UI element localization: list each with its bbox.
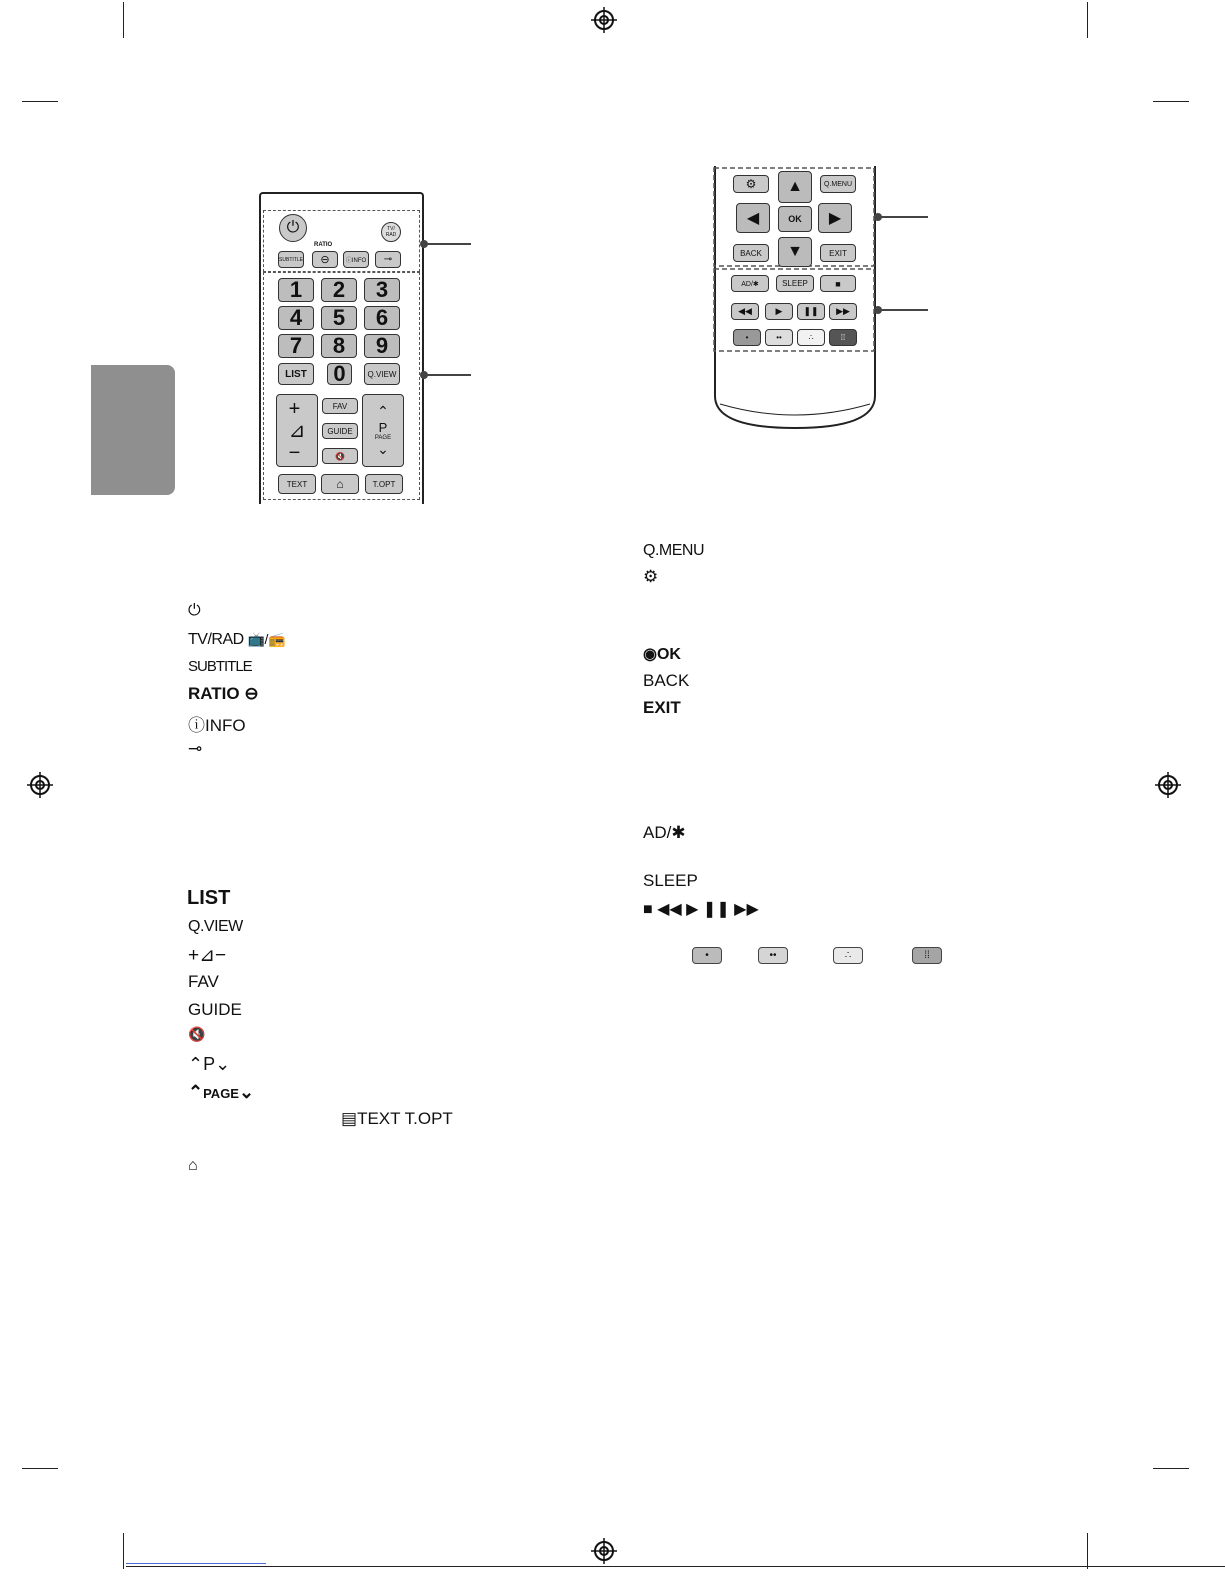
qview-key: Q.VIEW [364, 363, 400, 385]
qview-label: Q.VIEW [188, 918, 243, 935]
number-key: 8 [321, 334, 357, 358]
ok-icon: ◉ [643, 646, 657, 663]
ok-label [643, 644, 681, 664]
number-key: 0 [327, 363, 352, 385]
footer-link-underline [126, 1563, 266, 1564]
text-key: TEXT [278, 474, 316, 494]
program-label [188, 1054, 230, 1075]
play-key: ▶ [765, 303, 793, 320]
power-key: ⏻ [279, 214, 307, 242]
ratio-label-text: RATIO [188, 684, 240, 703]
rewind-key: ◀◀ [731, 303, 759, 320]
subtitle-label: SUBTITLE [188, 658, 252, 675]
input-key: ⊸ [375, 251, 401, 268]
registration-mark-icon [1155, 772, 1181, 798]
topt-key: T.OPT [365, 474, 403, 494]
crop-mark [1087, 1533, 1088, 1569]
blue-key: ⁞⁞ [829, 329, 857, 346]
registration-mark-icon [27, 772, 53, 798]
ratio-top-label: RATIO [314, 242, 333, 248]
number-key: 7 [278, 334, 314, 358]
number-key: 3 [364, 278, 400, 302]
ad-label: AD/✱ [643, 823, 686, 842]
chevron-up-icon: ⌃ [188, 1054, 204, 1074]
crop-mark [1087, 2, 1088, 38]
sleep-key: SLEEP [776, 275, 814, 292]
program-key-label: P [378, 420, 388, 435]
number-key: 2 [321, 278, 357, 302]
green-button-icon: •• [758, 947, 788, 964]
settings-label-icon: ⚙ [643, 567, 659, 586]
ratio-icon: ⊖ [244, 684, 259, 703]
subtitle-key: SUBTITLE [278, 251, 304, 268]
info-label: ⓘINFO [188, 716, 246, 735]
crop-mark [22, 101, 58, 102]
power-label-icon: ⏻ [188, 602, 201, 619]
fastforward-key: ▶▶ [829, 303, 857, 320]
left-key: ◀ [736, 203, 770, 233]
crop-mark [1153, 101, 1189, 102]
down-key: ▼ [778, 237, 812, 267]
page-label-text: PAGE [203, 1086, 239, 1101]
program-label-text: P [203, 1054, 216, 1074]
text-topt-label [341, 1109, 453, 1129]
settings-key: ⚙ [733, 175, 769, 193]
ratio-label [188, 684, 259, 704]
crop-mark [123, 2, 124, 38]
ad-key: AD/✱ [731, 275, 769, 292]
blue-button-icon: ⁞⁞ [912, 947, 942, 964]
input-label-icon: ⊸ [188, 739, 203, 758]
red-button-icon: • [692, 947, 722, 964]
crop-mark [123, 1533, 124, 1569]
callout-line [878, 309, 928, 311]
text-icon: ▤ [341, 1109, 358, 1128]
tvrad-label [188, 631, 285, 649]
mute-label-icon: 🔇 [188, 1026, 206, 1042]
back-key: BACK [733, 244, 769, 262]
list-key: LIST [278, 363, 314, 385]
registration-mark-icon [591, 7, 617, 33]
right-key: ▶ [818, 203, 852, 233]
number-key: 6 [364, 306, 400, 330]
volume-label-icon: +⊿− [188, 945, 227, 966]
page-label [188, 1082, 254, 1103]
ok-label-text: OK [656, 646, 681, 663]
crop-mark [22, 1468, 58, 1469]
sleep-label: SLEEP [643, 871, 698, 890]
chevron-down-icon: ⌄ [215, 1054, 231, 1074]
page-key-label: PAGE [374, 435, 392, 441]
bottom-rule [126, 1566, 1225, 1567]
yellow-button-icon: ∴ [833, 947, 863, 964]
callout-line [878, 216, 928, 218]
guide-key: GUIDE [322, 423, 358, 439]
home-label-icon: ⌂ [188, 1157, 198, 1174]
pause-key: ❚❚ [797, 303, 825, 320]
registration-mark-icon [591, 1538, 617, 1564]
tv-radio-icon: 📺/📻 [247, 631, 285, 647]
exit-label: EXIT [643, 698, 681, 717]
ratio-key: ⊖ [312, 251, 338, 268]
remote-upper-illustration [259, 192, 424, 504]
crop-mark [1153, 1468, 1189, 1469]
number-key: 5 [321, 306, 357, 330]
playback-label-icon: ■ ◀◀ ▶ ❚❚ ▶▶ [643, 901, 759, 918]
section-tab [91, 365, 175, 495]
chevron-up-icon: ⌃ [188, 1082, 204, 1102]
up-key: ▲ [778, 171, 812, 203]
red-key: • [733, 329, 761, 346]
mute-key: 🔇 [322, 448, 358, 464]
info-key: ⓘINFO [343, 251, 369, 268]
chevron-down-icon: ⌄ [238, 1082, 255, 1102]
exit-key: EXIT [820, 244, 856, 262]
stop-key: ■ [820, 275, 856, 292]
number-key: 1 [278, 278, 314, 302]
green-key: •• [765, 329, 793, 346]
yellow-key: ∴ [797, 329, 825, 346]
number-key: 4 [278, 306, 314, 330]
ok-key: OK [778, 206, 812, 232]
back-label: BACK [643, 671, 690, 690]
callout-line [424, 243, 471, 245]
list-label: LIST [187, 887, 231, 909]
fav-key: FAV [322, 398, 358, 414]
home-key: ⌂ [321, 474, 359, 494]
tvrad-label-text: TV/RAD [188, 631, 244, 648]
number-key: 9 [364, 334, 400, 358]
qmenu-label: Q.MENU [643, 542, 704, 559]
volume-key: + ⊿ − [276, 394, 318, 467]
fav-label: FAV [188, 972, 219, 991]
text-topt-label-text: TEXT T.OPT [357, 1109, 453, 1128]
program-page-key: ⌃ P PAGE ⌄ [362, 394, 404, 467]
guide-label: GUIDE [188, 1000, 242, 1019]
callout-line [424, 374, 471, 376]
qmenu-key: Q.MENU [820, 175, 856, 193]
tv-rad-key: TV/ RAD [381, 222, 401, 242]
